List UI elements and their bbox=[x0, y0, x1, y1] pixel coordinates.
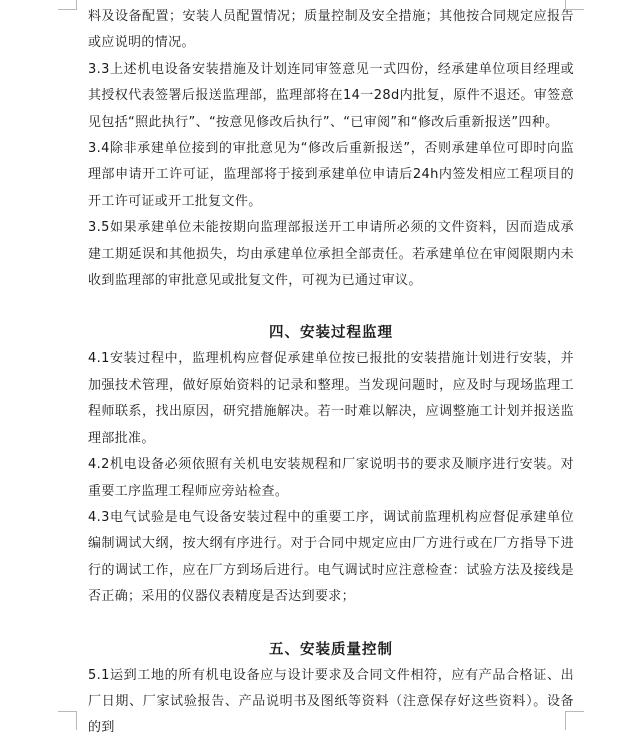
paragraph-4-1: 4.1安装过程中，监理机构应督促承建单位按已报批的安装措施计划进行安装，并加强技术管理，做好原始资料的记录和整理。当发现问题时，应及时与现场监理工程师联系，找出原因，研究措施解决。若一时难以解决，应调整施工计划并报送监理部批准。 bbox=[88, 351, 574, 446]
section-spacer bbox=[88, 611, 574, 637]
paragraph-5-1: 5.1运到工地的所有机电设备应与设计要求及合同文件相符，应有产品合格证、出厂日期、厂家试验报告、产品说明书及图纸等资料（注意保存好这些资料）。设备的到 bbox=[88, 667, 574, 736]
section-heading-4: 四、安装过程监理 bbox=[269, 325, 393, 342]
paragraph-3-5: 3.5如果承建单位未能按期向监理部报送开工申请所必须的文件资料，因而造成承建工期延误和其他损失，均由承建单位承担全部责任。若承建单位在审阅限期内未收到监理部的审批意见或批复文件，可视为已通过审议。 bbox=[88, 220, 574, 289]
paragraph-4-2: 4.2机电设备必须依照有关机电安装规程和厂家说明书的要求及顺序进行安装。对重要工序监理工程师应旁站检查。 bbox=[88, 457, 574, 499]
paragraph-3-3: 3.3上述机电设备安装措施及计划连同审签意见一式四份，经承建单位项目经理或其授权代表签署后报送监理部，监理部将在14一28d内批复，原件不退还。审签意见包括“照此执行”、“按意见修改后执行”、“已审阅”和“修改后重新报送”四种。 bbox=[88, 61, 574, 130]
crop-mark-top-right bbox=[565, 0, 584, 10]
paragraph-4-3: 4.3电气试验是电气设备安装过程中的重要工序，调试前监理机构应督促承建单位编制调试大纲，按大纲有序进行。对于合同中规定应由厂方进行或在厂方指导下进行的调试工作，应在厂方到场后进行。电气调试时应注意检查：试验方法及接线是否正确；采用的仪器仪表精度是否达到要求； bbox=[88, 509, 574, 605]
section-spacer bbox=[88, 294, 574, 320]
section-heading-5: 五、安装质量控制 bbox=[269, 641, 393, 658]
paragraph-3-4: 3.4除非承建单位接到的审批意见为“修改后重新报送”，否则承建单位可即时向监理部申请开工许可证，监理部将于接到承建单位申请后24h内签发相应工程项目的开工许可证或开工批复文件。 bbox=[88, 141, 574, 209]
paragraph-3-2-continued: 料及设备配置；安装人员配置情况；质量控制及安全措施；其他按合同规定应报告或应说明的情况。 bbox=[88, 9, 574, 51]
crop-mark-top-left bbox=[58, 0, 77, 10]
